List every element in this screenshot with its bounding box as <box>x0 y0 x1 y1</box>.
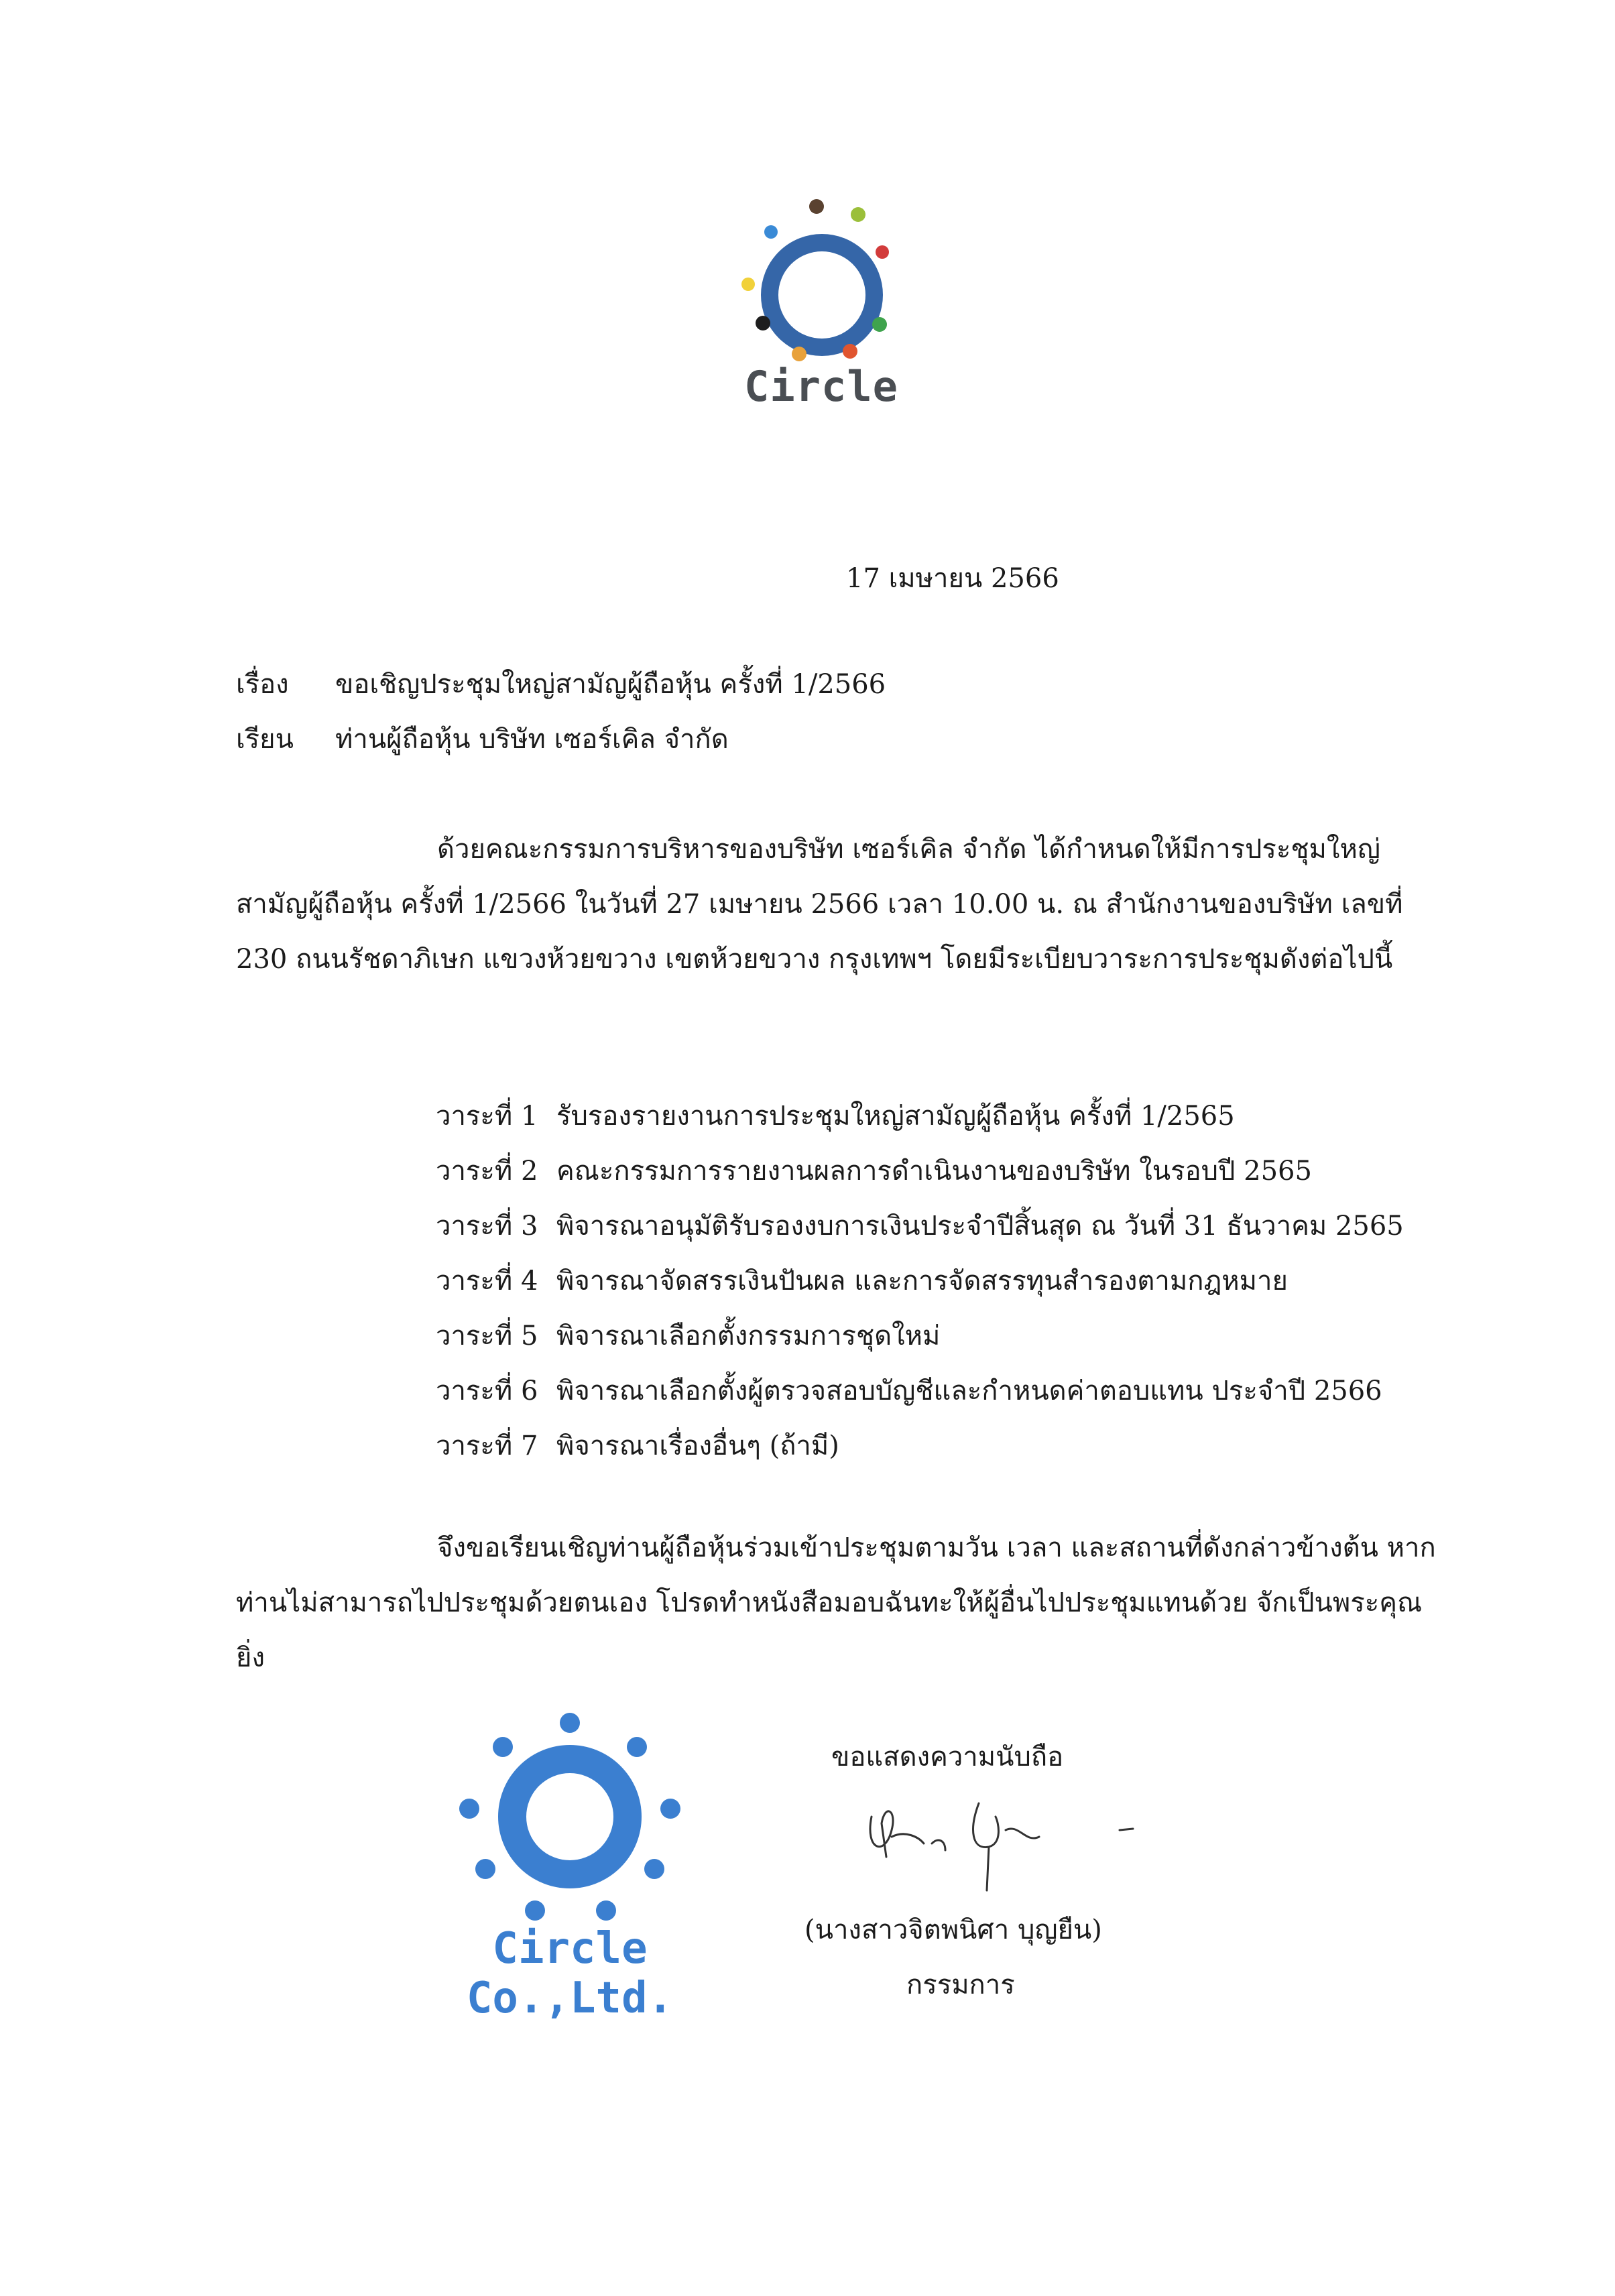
recipient-text: ท่านผู้ถือหุ้น บริษัท เซอร์เคิล จำกัด <box>335 724 729 755</box>
agenda-text: พิจารณาเลือกตั้งกรรมการชุดใหม่ <box>556 1321 941 1351</box>
stamp-text: Circle Co.,Ltd. <box>466 1924 674 2023</box>
intro-paragraph <box>236 822 1443 987</box>
logo-wordmark: Circle <box>744 362 898 411</box>
company-stamp-icon <box>429 1703 711 1944</box>
handwritten-signature <box>845 1776 1153 1897</box>
agenda-label: วาระที่ 4 <box>436 1266 538 1296</box>
agenda-label: วาระที่ 7 <box>436 1431 538 1461</box>
closing-paragraph <box>236 1520 1443 1685</box>
agenda-label: วาระที่ 6 <box>436 1376 538 1406</box>
agenda-label: วาระที่ 2 <box>436 1156 538 1187</box>
agenda-text: พิจารณาอนุมัติรับรองงบการเงินประจำปีสิ้นสุด ณ วันที่ 31 ธันวาคม 2565 <box>556 1211 1404 1242</box>
recipient-label: เรียน <box>236 724 294 755</box>
intro-text: ด้วยคณะกรรมการบริหารของบริษัท เซอร์เคิล จำกัด ได้กำหนดให้มีการประชุมใหญ่สามัญผู้ถือหุ้น ครั้งที่ 1/2566 ในวันที่ 27 เมษายน 2566 เวลา 10.00 น. ณ สำนักงานของบริษัท เลขที่ 230 ถนนรัชดาภิเษก แขวงห้วยขวาง เขตห้วยขวาง กรุงเทพฯ โดยมีระเบียบวาระการประชุมดังต่อไปนี้ <box>236 834 1403 975</box>
closing-text: จึงขอเรียนเชิญท่านผู้ถือหุ้นร่วมเข้าประชุมตามวัน เวลา และสถานที่ดังกล่าวข้างต้น หากท่านไม่สามารถไปประชุมด้วยตนเอง โปรดทำหนังสือมอบฉันทะให้ผู้อื่นไปประชุมแทนด้วย จักเป็นพระคุณยิ่ง <box>236 1532 1436 1673</box>
signer-name: (นางสาวจิตพนิศา บุญยืน) <box>804 1915 1102 1945</box>
circle-sun-logo-icon <box>721 182 922 370</box>
agenda-item <box>436 1204 1404 1247</box>
agenda-label: วาระที่ 1 <box>436 1101 538 1132</box>
agenda-text: พิจารณาเลือกตั้งผู้ตรวจสอบบัญชีและกำหนดค่าตอบแทน ประจำปี 2566 <box>556 1376 1382 1406</box>
agenda-label: วาระที่ 3 <box>436 1211 538 1242</box>
agenda-item <box>436 1424 839 1467</box>
signer-title: กรรมการ <box>906 1970 1015 2000</box>
agenda-item <box>436 1314 940 1357</box>
agenda-item <box>436 1259 1288 1302</box>
agenda-item <box>436 1149 1312 1192</box>
subject-text: ขอเชิญประชุมใหญ่สามัญผู้ถือหุ้น ครั้งที่ 1/2566 <box>335 669 886 700</box>
agenda-item <box>436 1369 1382 1412</box>
agenda-text: รับรองรายงานการประชุมใหญ่สามัญผู้ถือหุ้น ครั้งที่ 1/2565 <box>556 1101 1235 1132</box>
agenda-text: พิจารณาเรื่องอื่นๆ (ถ้ามี) <box>556 1431 839 1461</box>
agenda-item <box>436 1094 1235 1137</box>
letter-date: 17 เมษายน 2566 <box>846 563 1059 594</box>
agenda-text: พิจารณาจัดสรรเงินปันผล และการจัดสรรทุนสำรองตามกฎหมาย <box>556 1266 1288 1296</box>
agenda-text: คณะกรรมการรายงานผลการดำเนินงานของบริษัท ในรอบปี 2565 <box>556 1156 1312 1187</box>
subject-label: เรื่อง <box>236 669 289 700</box>
agenda-label: วาระที่ 5 <box>436 1321 538 1351</box>
regards-text: ขอแสดงความนับถือ <box>831 1742 1064 1772</box>
